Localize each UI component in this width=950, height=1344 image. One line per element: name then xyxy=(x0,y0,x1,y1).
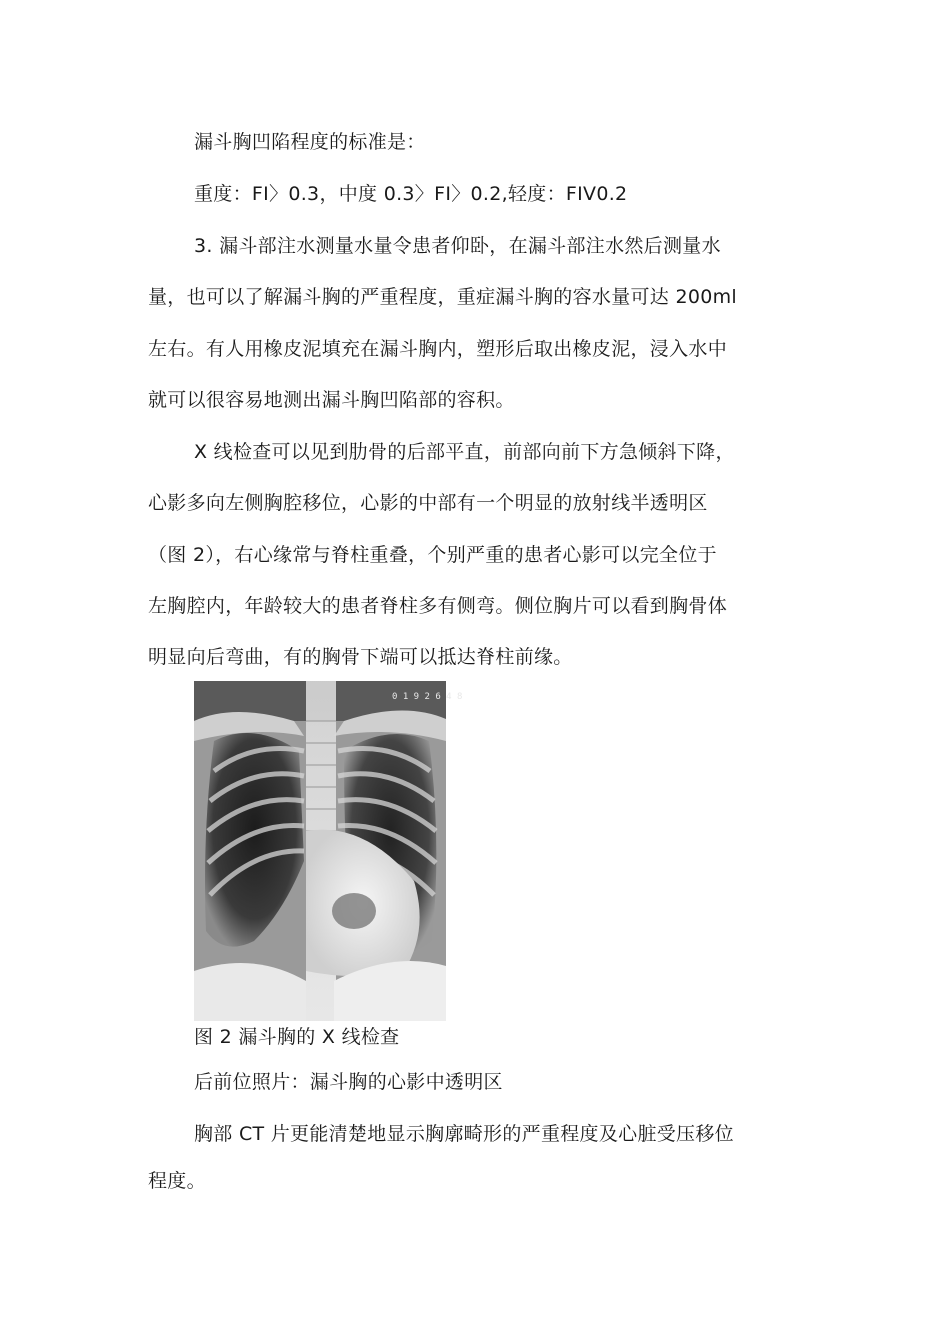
paragraph-xray-line-5: 明显向后弯曲，有的胸骨下端可以抵达脊柱前缘。 xyxy=(148,646,573,668)
paragraph-standard-heading: 漏斗胸凹陷程度的标准是： xyxy=(194,131,426,153)
paragraph-water-measure-line-2: 量，也可以了解漏斗胸的严重程度，重症漏斗胸的容水量可达 200ml xyxy=(148,286,737,308)
paragraph-water-measure-line-4: 就可以很容易地测出漏斗胸凹陷部的容积。 xyxy=(148,389,515,411)
chest-xray-image xyxy=(194,681,463,1021)
paragraph-xray-line-2: 心影多向左侧胸腔移位，心影的中部有一个明显的放射线半透明区 xyxy=(148,492,708,514)
paragraph-water-measure-line-1: 3. 漏斗部注水测量水量令患者仰卧，在漏斗部注水然后测量水 xyxy=(194,235,721,257)
paragraph-water-measure-line-3: 左右。有人用橡皮泥填充在漏斗胸内，塑形后取出橡皮泥，浸入水中 xyxy=(148,338,728,360)
figure-caption-title: 图 2 漏斗胸的 X 线检查 xyxy=(194,1026,400,1048)
paragraph-ct-line-1: 胸部 CT 片更能清楚地显示胸廓畸形的严重程度及心脏受压移位 xyxy=(194,1123,734,1145)
paragraph-ct-line-2: 程度。 xyxy=(148,1170,206,1192)
film-label: 0 1 9 2 6 4 8 xyxy=(392,692,463,702)
paragraph-xray-line-3: （图 2），右心缘常与脊柱重叠，个别严重的患者心影可以完全位于 xyxy=(148,544,717,566)
paragraph-severity-criteria: 重度：FI〉0.3，中度 0.3〉FI〉0.2,轻度：FIV0.2 xyxy=(194,183,628,205)
figure-caption-description: 后前位照片：漏斗胸的心影中透明区 xyxy=(194,1071,503,1093)
paragraph-xray-line-1: X 线检查可以见到肋骨的后部平直，前部向前下方急倾斜下降， xyxy=(194,441,735,463)
paragraph-xray-line-4: 左胸腔内，年龄较大的患者脊柱多有侧弯。侧位胸片可以看到胸骨体 xyxy=(148,595,728,617)
